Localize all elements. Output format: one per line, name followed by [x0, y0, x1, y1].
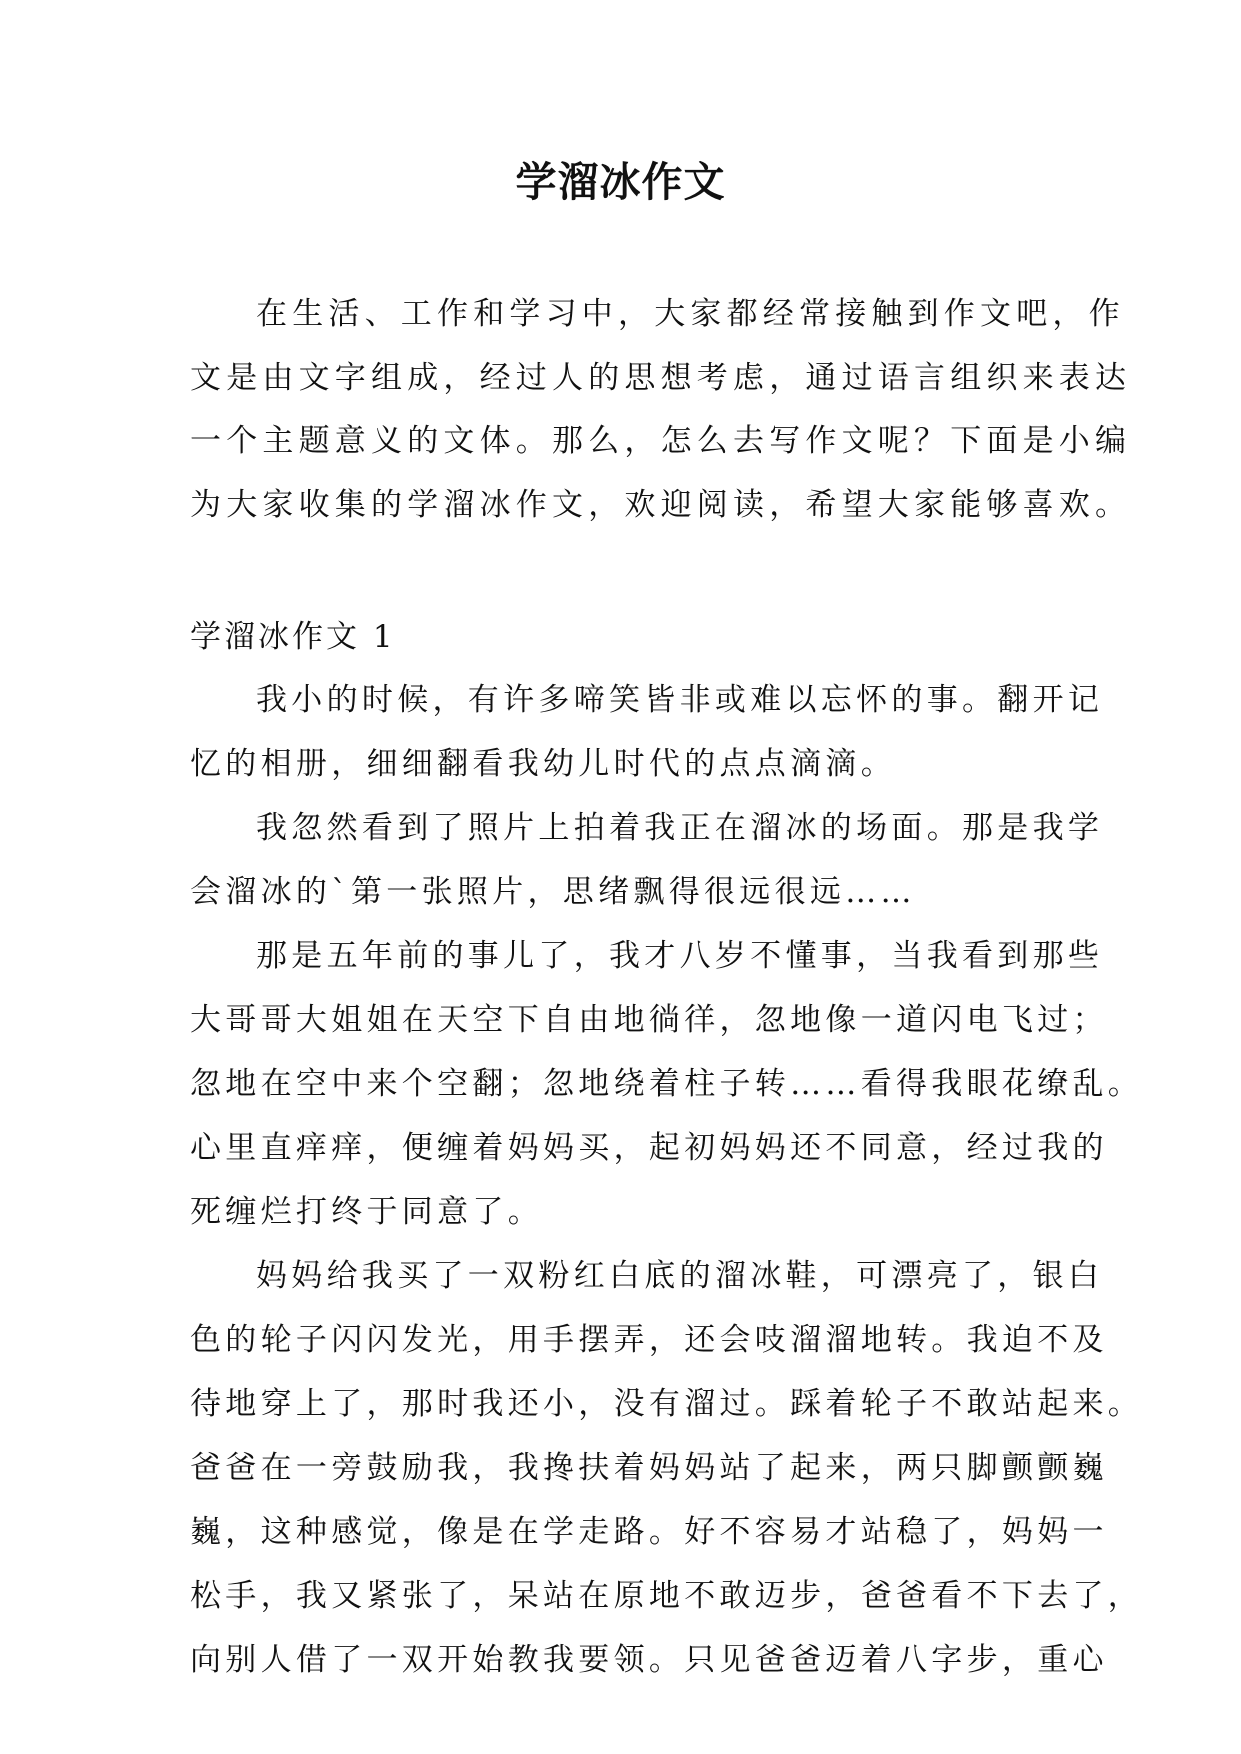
paragraph-line: 大哥哥大姐姐在天空下自由地徜徉，忽地像一道闪电飞过；	[190, 1002, 1108, 1038]
paragraph-line: 巍，这种感觉，像是在学走路。好不容易才站稳了，妈妈一	[190, 1514, 1108, 1550]
paragraph	[190, 1244, 1144, 1692]
document-body	[190, 283, 1144, 1692]
document-title: 学溜冰作文	[515, 158, 726, 206]
paragraph	[190, 668, 1104, 796]
paragraph-line: 妈妈给我买了一双粉红白底的溜冰鞋，可漂亮了，银白	[256, 1258, 1104, 1294]
paragraph-line: 会溜冰的`第一张照片，思绪飘得很远很远……	[190, 874, 916, 910]
intro-line: 为大家收集的学溜冰作文，欢迎阅读，希望大家能够喜欢。	[190, 486, 1132, 523]
spacer	[190, 537, 1062, 606]
paragraph-line: 忽地在空中来个空翻；忽地绕着柱子转……看得我眼花缭乱。	[190, 1066, 1144, 1102]
paragraph-line: 我忽然看到了照片上拍着我正在溜冰的场面。那是我学	[256, 810, 1104, 846]
paragraph-line: 待地穿上了，那时我还小，没有溜过。踩着轮子不敢站起来。	[190, 1386, 1144, 1422]
paragraph	[190, 924, 1144, 1244]
intro-line: 在生活、工作和学习中，大家都经常接触到作文吧，作	[256, 296, 1125, 332]
intro-line: 一个主题意义的文体。那么，怎么去写作文呢？下面是小编	[190, 423, 1132, 459]
paragraph-line: 那是五年前的事儿了，我才八岁不懂事，当我看到那些	[256, 938, 1104, 974]
paragraph-line: 忆的相册，细细翻看我幼儿时代的点点滴滴。	[190, 746, 896, 782]
paragraph-line: 色的轮子闪闪发光，用手摆弄，还会吱溜溜地转。我迫不及	[190, 1322, 1108, 1358]
paragraph-line: 松手，我又紧张了，呆站在原地不敢迈步，爸爸看不下去了，	[190, 1578, 1144, 1614]
paragraph-line: 向别人借了一双开始教我要领。只见爸爸迈着八字步，重心	[190, 1642, 1108, 1678]
paragraph-line: 爸爸在一旁鼓励我，我搀扶着妈妈站了起来，两只脚颤颤巍	[190, 1450, 1108, 1486]
intro-paragraph	[190, 283, 1132, 537]
paragraph-line: 我小的时候，有许多啼笑皆非或难以忘怀的事。翻开记	[256, 682, 1104, 718]
section-heading: 学溜冰作文 1	[190, 619, 396, 655]
paragraph-line: 死缠烂打终于同意了。	[190, 1194, 543, 1230]
paragraph	[190, 796, 1104, 924]
paragraph-line: 心里直痒痒，便缠着妈妈买，起初妈妈还不同意，经过我的	[190, 1130, 1108, 1166]
intro-line: 文是由文字组成，经过人的思想考虑，通过语言组织来表达	[190, 359, 1132, 396]
